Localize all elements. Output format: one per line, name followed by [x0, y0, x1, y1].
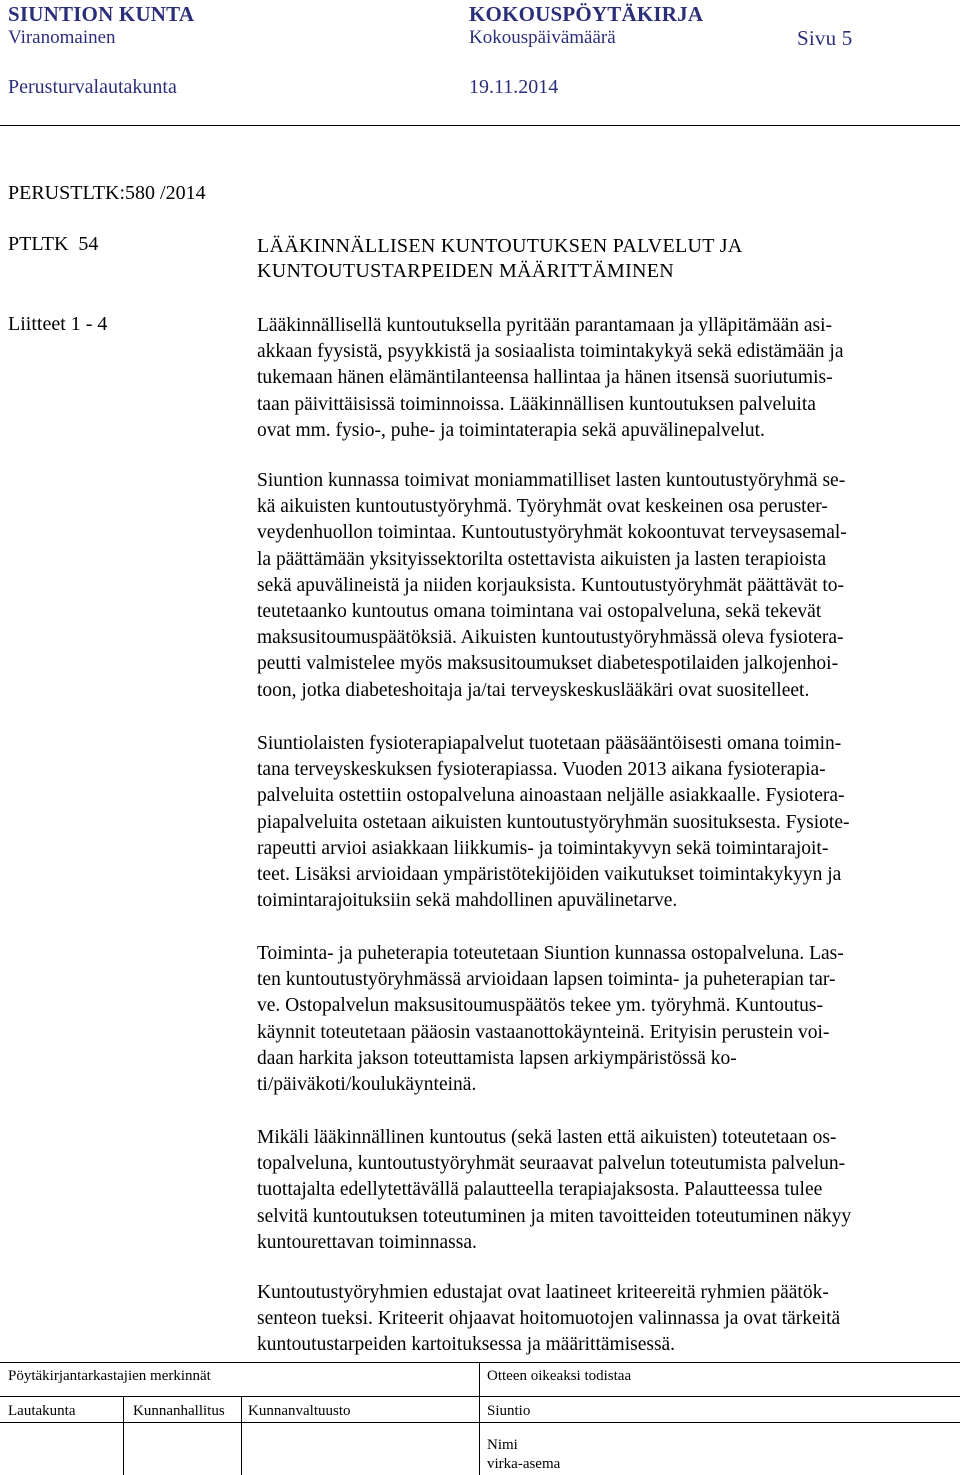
- text-line: tana terveyskeskuksen fysioterapiassa. Vuoden 2013 aikana fysioterapia-: [257, 759, 826, 781]
- place-label: Siuntio: [487, 1403, 531, 1419]
- text-line: topalveluna, kuntoutustyöryhmät seuraavat palvelun toteutumista palvelun-: [257, 1153, 846, 1175]
- section-number: PTLTK 54: [8, 233, 99, 255]
- text-line: Kuntoutustyöryhmien edustajat ovat laatineet kriteereitä ryhmien päätök-: [257, 1282, 829, 1303]
- text-line: daan harkita jakson toteuttamista lapsen arkiympäristössä ko-: [257, 1047, 737, 1069]
- text-line: tuottajalta edellytettävällä palautteella terapiajaksosta. Palautteessa tulee: [257, 1179, 823, 1201]
- text-line: piapalveluita ostetaan aikuisten kuntoutustyöryhmän suosituksesta. Fysiote-: [257, 811, 850, 833]
- text-line: palveluita ostettiin ostopalveluna ainoastaan neljälle asiakkaalle. Fysiotera-: [257, 785, 845, 807]
- board-label: Lautakunta: [8, 1403, 76, 1419]
- text-line: kuntoutustarpeiden kartoituksessa ja määrittämisessä.: [257, 1334, 676, 1356]
- meeting-date-label: Kokouspäivämäärä: [469, 27, 616, 48]
- footer-divider: [241, 1396, 242, 1475]
- document-type: KOKOUSPÖYTÄKIRJA: [469, 2, 704, 26]
- footer-mid-rule: [0, 1396, 960, 1397]
- text-line: rapeutti arvioi asiakkaan liikkumis- ja toimintakyvyn sekä toimintarajoit-: [257, 837, 829, 859]
- section-title-line-2: KUNTOUTUSTARPEIDEN MÄÄRITTÄMINEN: [257, 260, 675, 282]
- text-line: Toiminta- ja puheterapia toteutetaan Siuntion kunnassa ostopalveluna. Las-: [257, 943, 844, 964]
- text-line: teet. Lisäksi arvioidaan ympäristötekijöiden vaikutukset toimintakykyyn ja: [257, 863, 842, 885]
- paragraph-speech-therapy: [257, 941, 947, 1098]
- footer-top-rule: [0, 1362, 960, 1363]
- section-title-line-1: LÄÄKINNÄLLISEN KUNTOUTUKSEN PALVELUT JA: [257, 235, 743, 257]
- text-line: ovat mm. fysio-, puhe- ja toimintaterapia sekä apuvälinepalvelut.: [257, 419, 765, 441]
- paragraph-physiotherapy: [257, 731, 947, 914]
- footer-signature-rule: [0, 1422, 960, 1423]
- text-line: tukemaan hänen elämäntilanteensa hallintaa ja hänen itsensä suoriutumis-: [257, 367, 833, 389]
- text-line: akkaan fyysistä, psyykkistä ja sosiaalista toimintakykyä sekä edistämään ja: [257, 341, 844, 363]
- header-divider: [0, 125, 960, 126]
- text-line: teutetaanko kuntoutus omana toimintana vai ostopalveluna, sekä tekevät: [257, 600, 822, 622]
- attachments-label: Liitteet 1 - 4: [8, 313, 108, 335]
- text-line: Mikäli lääkinnällinen kuntoutus (sekä lasten että aikuisten) toteutetaan os-: [257, 1127, 837, 1148]
- text-line: Siuntiolaisten fysioterapiapalvelut tuotetaan pääsääntöisesti omana toimin-: [257, 733, 842, 754]
- text-line: kä aikuisten kuntoutustyöryhmä. Työryhmät ovat keskeinen osa peruster-: [257, 496, 828, 518]
- position-label: virka-asema: [487, 1456, 561, 1472]
- text-line: taan päivittäisissä toiminnoissa. Lääkinnällisen kuntoutuksen palveluita: [257, 393, 816, 415]
- text-line: kuntourettavan toiminnassa.: [257, 1231, 477, 1253]
- reviewers-label: Pöytäkirjantarkastajien merkinnät: [8, 1368, 211, 1384]
- paragraph-criteria: [257, 1280, 947, 1359]
- text-line: selvitä kuntoutuksen toteutuminen ja miten tavoitteiden toteutuminen näkyy: [257, 1205, 852, 1227]
- text-line: Siuntion kunnassa toimivat moniammatilliset lasten kuntoutustyöryhmä se-: [257, 470, 846, 491]
- paragraph-purchased-services: [257, 1125, 947, 1256]
- text-line: ten kuntoutustyöryhmässä arvioidaan lapsen toiminta- ja puheterapian tar-: [257, 969, 836, 991]
- text-line: toon, jotka diabeteshoitaja ja/tai terveyskeskuslääkäri ovat suositelleet.: [257, 679, 810, 701]
- text-line: peutti valmistelee myös maksusitoumukset diabetespotilaiden jalkojenhoi-: [257, 653, 839, 675]
- municipal-board-label: Kunnanhallitus: [133, 1403, 225, 1419]
- name-label: Nimi: [487, 1437, 518, 1453]
- paragraph-work-groups: [257, 468, 947, 704]
- page-number: Sivu 5: [797, 26, 853, 50]
- municipality-name: SIUNTION KUNTA: [8, 2, 195, 26]
- paragraph-rehab-purpose: [257, 313, 947, 444]
- text-line: la päättämään yksityissektorilta ostettavista aikuisten ja lasten terapioista: [257, 548, 827, 570]
- text-line: ve. Ostopalvelun maksusitoumuspäätös tekee ym. työryhmä. Kuntoutus-: [257, 995, 823, 1017]
- footer-divider: [123, 1396, 124, 1475]
- text-line: toimintarajoituksiin sekä mahdollinen apuvälinetarve.: [257, 890, 678, 912]
- text-line: käynnit toteutetaan pääosin vastaanottokäynteinä. Erityisin perustein voi-: [257, 1021, 830, 1043]
- case-reference: PERUSTLTK:580 /2014: [8, 182, 206, 204]
- municipal-council-label: Kunnanvaltuusto: [248, 1403, 351, 1419]
- authority-label: Viranomainen: [8, 27, 116, 48]
- footer-divider: [479, 1362, 480, 1475]
- text-line: senteon tueksi. Kriteerit ohjaavat hoitomuotojen valinnassa ja ovat tärkeitä: [257, 1308, 841, 1330]
- text-line: ti/päiväkoti/koulukäynteinä.: [257, 1073, 477, 1095]
- text-line: Lääkinnällisellä kuntoutuksella pyritään parantamaan ja ylläpitämään asi-: [257, 315, 833, 336]
- organ-name: Perusturvalautakunta: [8, 76, 177, 98]
- meeting-date: 19.11.2014: [469, 76, 559, 98]
- text-line: sekä apuvälineistä ja niiden korjauksista. Kuntoutustyöryhmät päättävät to-: [257, 574, 845, 596]
- text-line: maksusitoumuspäätöksiä. Aikuisten kuntoutustyöryhmässä oleva fysiotera-: [257, 627, 844, 649]
- certified-copy-label: Otteen oikeaksi todistaa: [487, 1368, 632, 1384]
- text-line: veydenhuollon toimintaa. Kuntoutustyöryhmät kokoontuvat terveysasemal-: [257, 522, 847, 544]
